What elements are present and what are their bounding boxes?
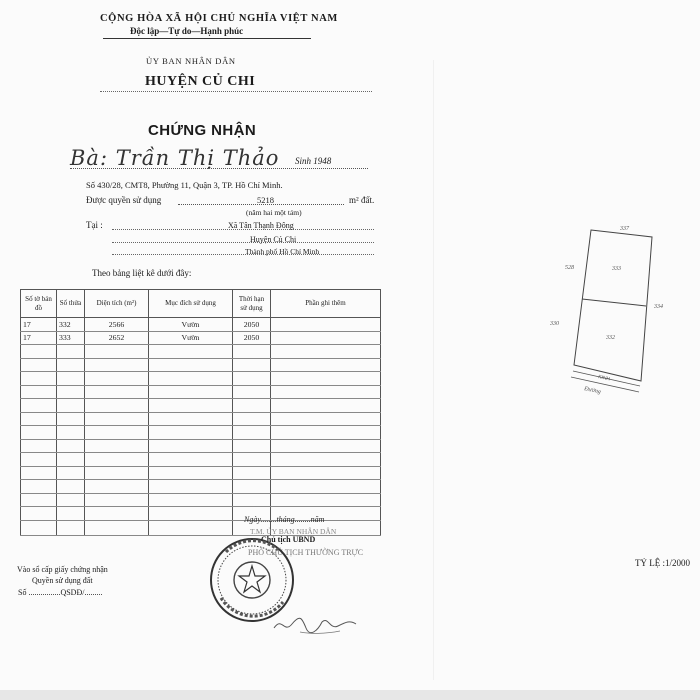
location-label: Tại : [86, 220, 103, 230]
map-label-left-top: 528 [565, 265, 574, 271]
issue-date: Ngày........tháng........năm [244, 515, 325, 524]
table-row-empty [21, 399, 381, 413]
map-label-road: Đường [583, 386, 602, 396]
land-parcel-table [20, 289, 381, 536]
land-area-unit: m² đất. [349, 195, 375, 205]
table-row-empty [21, 385, 381, 399]
table-row-empty [21, 507, 381, 521]
column-header: Phần ghi thêm [271, 290, 381, 318]
list-heading: Theo bảng liệt kê dưới đây: [92, 268, 192, 278]
parcel-divider [582, 299, 646, 306]
table-cell: 333 [57, 331, 85, 345]
table-row-empty [21, 493, 381, 507]
motto-underline [103, 38, 311, 39]
map-label-right: 334 [654, 304, 663, 310]
owner-dotted-line [70, 168, 368, 169]
registration-line-1: Vào sổ cấp giấy chứng nhận [17, 565, 108, 574]
table-row-empty [21, 345, 381, 359]
table-row-empty [21, 426, 381, 440]
location-dotted-line [112, 254, 374, 255]
republic-heading: CỘNG HÒA XÃ HỘI CHỦ NGHĨA VIỆT NAM [100, 13, 338, 24]
vice-chairman-title: PHÓ CHỦ TỊCH THƯỜNG TRỰC [248, 548, 364, 557]
owner-birth-year: Sinh 1948 [295, 156, 332, 166]
map-label-left-bottom: 330 [550, 321, 559, 327]
column-header: Thời hạn sử dụng [233, 290, 271, 318]
page-fold-line [433, 60, 434, 680]
owner-name: Bà: Trần Thị Thảo [70, 146, 280, 170]
registration-line-2: Quyền sử dụng đất [32, 576, 93, 585]
table-row-empty [21, 453, 381, 467]
table-row-empty [21, 412, 381, 426]
column-header: Diện tích (m²) [85, 290, 149, 318]
location-city: Thành phố Hồ Chí Minh [245, 247, 320, 256]
land-area-words: (năm hai một tám) [246, 208, 302, 217]
table-cell: 2050 [233, 331, 271, 345]
map-label-lot-332: 332 [606, 335, 615, 341]
registration-number: Số ................QSDĐ/......... [18, 588, 103, 597]
map-scale: TỶ LỆ :1/2000 [635, 558, 690, 568]
motto: Độc lập—Tự do—Hạnh phúc [130, 26, 244, 36]
table-row-empty [21, 466, 381, 480]
column-header: Số thửa [57, 290, 85, 318]
column-header: Số tờ bản đồ [21, 290, 57, 318]
table-cell [271, 318, 381, 332]
table-cell: Vườn [149, 331, 233, 345]
committee-on-behalf: T.M. ỦY BAN NHÂN DÂN [250, 527, 337, 536]
table-row-empty [21, 358, 381, 372]
table-cell: 2566 [85, 318, 149, 332]
district-underline [100, 91, 372, 92]
table-cell: 332 [57, 318, 85, 332]
land-area-value: 5218 [257, 195, 274, 205]
location-dotted-line [112, 242, 374, 243]
table-cell: 17 [21, 331, 57, 345]
signature-scribble [270, 612, 360, 638]
scan-bottom-edge [0, 690, 700, 700]
land-use-label: Được quyền sử dụng [86, 195, 162, 205]
map-label-top: 337 [620, 226, 629, 232]
chairman-title: Chủ tịch UBND [261, 535, 316, 544]
table-row-empty [21, 439, 381, 453]
parcel-map [540, 215, 680, 405]
table-cell: 2050 [233, 318, 271, 332]
certificate-title: CHỨNG NHẬN [148, 122, 257, 139]
owner-address: Số 430/28, CMT8, Phường 11, Quận 3, TP. Hồ Chí Minh. [86, 180, 283, 190]
table-cell: 17 [21, 318, 57, 332]
column-header: Mục đích sử dụng [149, 290, 233, 318]
committee-heading: ỦY BAN NHÂN DÂN [146, 56, 236, 66]
table-cell [271, 331, 381, 345]
map-label-lot-333: 333 [612, 266, 621, 272]
table-header-row [21, 290, 381, 318]
map-label-canal: KINH [597, 374, 611, 383]
table-row [21, 318, 381, 332]
location-commune: Xã Tân Thạnh Đông [228, 221, 294, 230]
table-row-empty [21, 480, 381, 494]
table-cell: 2652 [85, 331, 149, 345]
table-row-empty [21, 372, 381, 386]
location-district: Huyện Củ Chi [250, 235, 297, 244]
table-row [21, 331, 381, 345]
table-cell: Vườn [149, 318, 233, 332]
district-heading: HUYỆN CỦ CHI [145, 74, 256, 89]
